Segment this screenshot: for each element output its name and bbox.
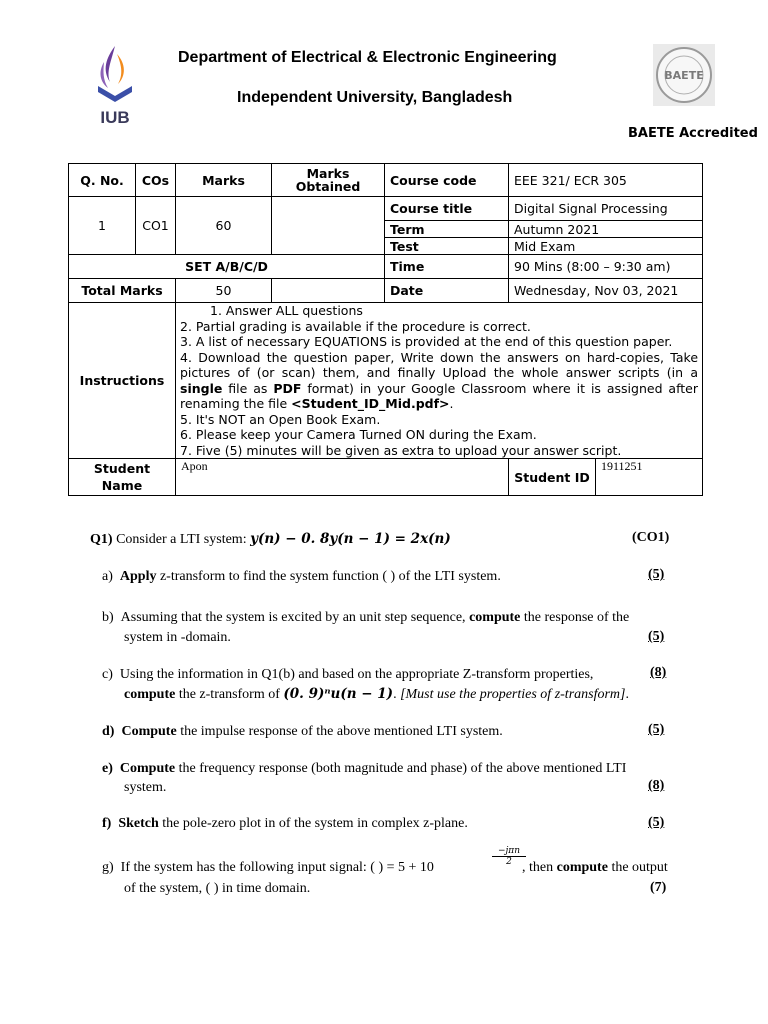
q1-equation: y(n) − 0. 8y(n − 1) = 2x(n) <box>250 531 451 547</box>
q1-co: (CO1) <box>632 530 670 545</box>
test-label: Test <box>385 238 509 255</box>
part-b-marks: (5) <box>648 629 665 644</box>
part-b-label: b) <box>102 610 114 625</box>
part-g-line2: of the system, ( ) in time domain. <box>124 881 311 896</box>
total-marks-value: 50 <box>176 279 272 303</box>
part-d-verb: Compute <box>121 724 177 739</box>
part-g-text: , then <box>522 860 557 875</box>
part-g <box>102 858 434 877</box>
instruction-item: 7. Five (5) minutes will be given as extra to upload your answer script. <box>180 442 622 458</box>
marks-value: 60 <box>176 197 272 255</box>
instr4-text: . <box>449 396 454 411</box>
instruction-item: 1. Answer ALL questions <box>210 303 363 318</box>
part-e-line2: system. <box>124 780 167 795</box>
test-value: Mid Exam <box>509 238 703 255</box>
part-c-marks: (8) <box>650 665 667 680</box>
baete-seal <box>653 44 715 106</box>
student-name-label: Student Name <box>69 459 176 496</box>
part-c-text: . <box>625 687 629 702</box>
part-c-verb: compute <box>124 687 176 702</box>
part-g-text: If the system has the following input signal: ( ) = 5 + 10 <box>120 860 434 875</box>
seal-text: BAETE <box>664 69 704 82</box>
part-e-marks: (8) <box>648 778 665 793</box>
part-g-text: the output <box>607 860 668 875</box>
instructions-label: Instructions <box>69 303 176 459</box>
part-f-verb: Sketch <box>118 816 159 831</box>
part-e-verb: Compute <box>119 761 176 776</box>
part-c-line2 <box>124 685 629 704</box>
part-b-line2: system in -domain. <box>124 630 231 645</box>
part-g-label: g) <box>102 860 114 875</box>
date-value: Wednesday, Nov 03, 2021 <box>509 279 703 303</box>
part-f-marks: (5) <box>648 815 665 830</box>
student-id-label: Student ID <box>509 459 596 496</box>
logo-text: IUB <box>100 108 130 126</box>
instr4-filename: <Student_ID_Mid.pdf> <box>291 396 450 411</box>
instruction-item: 2. Partial grading is available if the procedure is correct. <box>180 318 531 334</box>
instr4-text: file as <box>222 380 274 396</box>
part-g-cont <box>522 858 668 877</box>
q1-statement <box>90 530 451 549</box>
part-b <box>102 608 629 627</box>
instruction-item: 3. A list of necessary EQUATIONS is provided at the end of this question paper. <box>180 334 673 349</box>
part-g-exp-den: 2 <box>506 857 512 867</box>
part-f <box>102 814 468 833</box>
date-label: Date <box>385 279 509 303</box>
exam-info-table <box>68 163 703 496</box>
part-d-text: the impulse response of the above mentioned LTI system. <box>176 724 503 739</box>
part-g-marks: (7) <box>650 880 667 895</box>
part-e-label: e) <box>102 761 113 776</box>
instr4-text: 4. Download the question paper, Write down the answers on hard-copies, Take pictures of (or scan) them, and finally Upload the whole answer scripts (in a <box>180 349 699 380</box>
part-a-marks: (5) <box>648 567 665 582</box>
part-c-note: [Must use the properties of z-transform] <box>400 687 626 702</box>
time-value: 90 Mins (8:00 – 9:30 am) <box>509 255 703 279</box>
term-label: Term <box>385 221 509 238</box>
course-title-value: Digital Signal Processing <box>509 197 703 221</box>
part-a-text: z-transform to find the system function ( ) of the LTI system. <box>156 569 501 584</box>
instructions-cell <box>176 303 703 459</box>
course-outcome: CO1 <box>136 197 176 255</box>
department-title: Department of Electrical & Electronic Engineering <box>178 49 557 66</box>
marks-obtained-header: Marks Obtained <box>272 164 385 197</box>
part-a-label: a) <box>102 569 113 584</box>
instruction-item: 6. Please keep your Camera Turned ON during the Exam. <box>180 427 537 442</box>
university-title: Independent University, Bangladesh <box>237 89 513 106</box>
part-g-exponent <box>492 846 526 867</box>
part-c-label: c) <box>102 667 113 682</box>
instr4-pdf: PDF <box>273 380 302 396</box>
time-label: Time <box>385 255 509 279</box>
accreditation: BAETE Accredited <box>628 126 758 141</box>
course-code-label: Course code <box>385 164 509 197</box>
student-id-field[interactable]: 1911251 <box>596 459 703 496</box>
qno-header: Q. No. <box>69 164 136 197</box>
part-c-text: the z-transform of <box>175 687 284 702</box>
part-d-marks: (5) <box>648 722 665 737</box>
term-value: Autumn 2021 <box>509 221 703 238</box>
iub-logo <box>92 44 138 126</box>
part-g-exp-num: −jπn <box>492 846 526 857</box>
part-e <box>102 759 626 778</box>
question-number: 1 <box>69 197 136 255</box>
marks-obtained-cell[interactable] <box>272 197 385 255</box>
instructions-list <box>180 303 698 458</box>
set-label: SET A/B/C/D <box>69 255 385 279</box>
part-c-text: Using the information in Q1(b) and based on the appropriate Z-transform properties, <box>119 667 594 682</box>
q1-label: Q1) <box>90 532 113 547</box>
total-marks-obtained-cell[interactable] <box>272 279 385 303</box>
part-f-label: f) <box>102 816 112 831</box>
marks-header: Marks <box>176 164 272 197</box>
part-d-label: d) <box>102 724 115 739</box>
instr4-text: format) in your Google Classroom where it is assigned after renaming the file <box>180 380 698 411</box>
part-f-text: the pole-zero plot in of the system in complex z-plane. <box>158 816 468 831</box>
course-title-label: Course title <box>385 197 509 221</box>
part-c-math: (0. 9)ⁿu(n − 1) <box>283 686 394 702</box>
instruction-item <box>180 350 698 412</box>
part-a-verb: Apply <box>119 569 157 584</box>
part-g-verb: compute <box>556 860 608 875</box>
part-e-text: the frequency response (both magnitude and phase) of the above mentioned LTI <box>175 761 627 776</box>
total-marks-label: Total Marks <box>69 279 176 303</box>
course-code-value: EEE 321/ ECR 305 <box>509 164 703 197</box>
part-d <box>102 722 503 741</box>
instr4-single: single <box>180 380 223 396</box>
cos-header: COs <box>136 164 176 197</box>
part-b-text: Assuming that the system is excited by an unit step sequence, <box>120 610 470 625</box>
q1-text: Consider a LTI system: <box>112 532 251 547</box>
instruction-item: 5. It's NOT an Open Book Exam. <box>180 411 381 427</box>
student-name-field[interactable]: Apon <box>176 459 509 496</box>
part-a <box>102 567 501 586</box>
part-b-verb: compute <box>469 610 521 625</box>
part-c <box>102 665 593 684</box>
part-b-text: the response of the <box>520 610 630 625</box>
part-c-text: . <box>393 687 401 702</box>
